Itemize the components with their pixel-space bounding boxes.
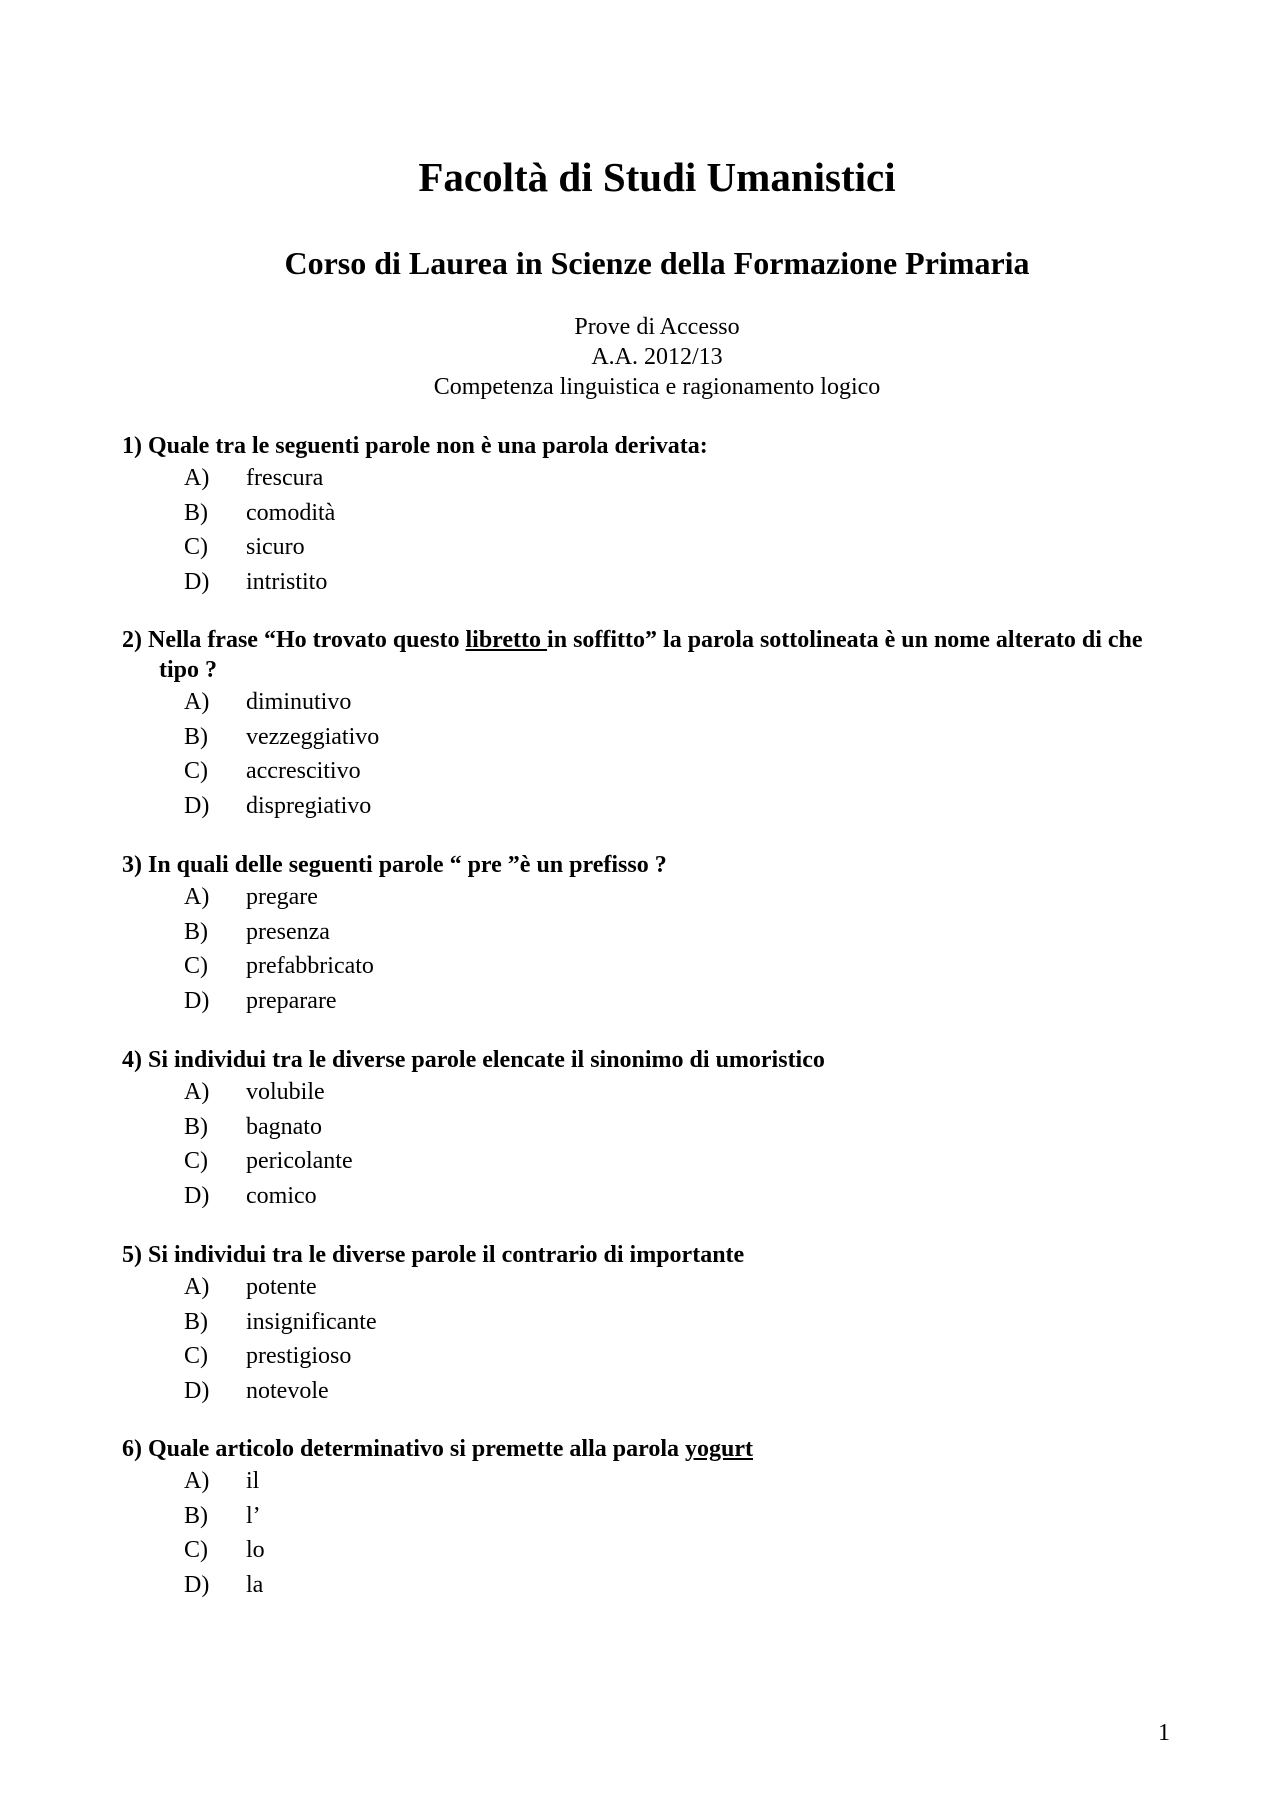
options-list: [122, 461, 1172, 599]
option-letter: C): [184, 1148, 208, 1174]
option-text: diminutivo: [246, 689, 352, 715]
option-item: [122, 1339, 1172, 1374]
option-item: [122, 1144, 1172, 1179]
option-letter: B): [184, 723, 208, 750]
question-text: [122, 431, 1172, 461]
option-letter: A): [184, 1079, 210, 1105]
option-text: notevole: [246, 1377, 329, 1404]
question-text: [122, 850, 1172, 880]
question-text: [122, 1240, 1172, 1270]
question-text-part: in soffitto” la parola sottolineata è un nome alterato di che tipo ?: [159, 627, 1143, 683]
option-item: [122, 915, 1172, 950]
exam-info-line: Competenza linguistica e ragionamento logico: [433, 374, 881, 400]
option-item: [122, 1533, 1172, 1568]
option-item: [122, 1305, 1172, 1340]
option-text: sicuro: [246, 534, 305, 560]
option-letter: D): [184, 987, 210, 1014]
option-letter: A): [184, 465, 210, 491]
option-letter: D): [184, 1571, 210, 1598]
option-item: [122, 1270, 1172, 1305]
question-4: [122, 1045, 1172, 1213]
option-letter: A): [184, 1468, 210, 1494]
option-item: [122, 880, 1172, 915]
question-text: [122, 1434, 1172, 1464]
option-item: [122, 1568, 1172, 1603]
question-3: [122, 850, 1172, 1018]
exam-info-line: Prove di Accesso: [574, 314, 740, 340]
option-text: presenza: [246, 918, 330, 945]
document-title: Facoltà di Studi Umanistici: [418, 154, 896, 200]
options-list: [122, 880, 1172, 1018]
option-item: [122, 496, 1172, 531]
exam-info-line: A.A. 2012/13: [591, 344, 723, 370]
options-list: [122, 1464, 1172, 1602]
option-text: il: [246, 1468, 260, 1494]
option-text: l’: [246, 1502, 261, 1529]
option-letter: B): [184, 499, 208, 526]
option-letter: D): [184, 792, 210, 819]
option-text: accrescitivo: [246, 758, 361, 784]
option-letter: C): [184, 953, 208, 979]
option-item: [122, 720, 1172, 755]
option-letter: C): [184, 1343, 208, 1369]
option-item: [122, 949, 1172, 984]
options-list: [122, 1075, 1172, 1213]
question-5: [122, 1240, 1172, 1408]
option-item: [122, 1374, 1172, 1409]
option-text: lo: [246, 1537, 265, 1563]
option-text: preparare: [246, 987, 337, 1014]
option-letter: C): [184, 758, 208, 784]
option-item: [122, 1179, 1172, 1214]
option-letter: C): [184, 1537, 208, 1563]
option-text: comodità: [246, 499, 336, 526]
option-text: dispregiativo: [246, 792, 372, 819]
question-text-part: 3) In quali delle seguenti parole “ pre ”è un prefisso ?: [122, 852, 667, 878]
document-subtitle: Corso di Laurea in Scienze della Formazione Primaria: [284, 245, 1030, 281]
option-text: la: [246, 1571, 264, 1598]
question-text-part: 2) Nella frase “Ho trovato questo: [122, 627, 466, 653]
option-letter: A): [184, 1274, 210, 1300]
option-text: insignificante: [246, 1308, 377, 1335]
option-letter: B): [184, 918, 208, 945]
underlined-word: yogurt: [685, 1436, 754, 1462]
option-text: prefabbricato: [246, 953, 374, 979]
question-text-part: 4) Si individui tra le diverse parole elencate il sinonimo di umoristico: [122, 1047, 825, 1073]
option-text: intristito: [246, 568, 328, 595]
question-text: [122, 1045, 1172, 1075]
question-6: [122, 1434, 1172, 1602]
option-letter: B): [184, 1308, 208, 1335]
option-text: bagnato: [246, 1113, 322, 1140]
option-item: [122, 530, 1172, 565]
option-text: volubile: [246, 1079, 325, 1105]
option-text: pericolante: [246, 1148, 353, 1174]
option-letter: C): [184, 534, 208, 560]
exam-info: [0, 312, 1280, 402]
option-item: [122, 1464, 1172, 1499]
option-letter: A): [184, 689, 210, 715]
underlined-word: libretto: [465, 627, 548, 653]
option-letter: B): [184, 1502, 208, 1529]
option-text: vezzeggiativo: [246, 723, 380, 750]
option-letter: D): [184, 568, 210, 595]
page-number: 1: [1158, 1720, 1170, 1746]
option-item: [122, 461, 1172, 496]
option-letter: D): [184, 1377, 210, 1404]
option-letter: D): [184, 1182, 210, 1209]
option-letter: A): [184, 884, 210, 910]
question-1: [122, 431, 1172, 599]
option-item: [122, 789, 1172, 824]
option-item: [122, 754, 1172, 789]
option-text: potente: [246, 1274, 317, 1300]
option-item: [122, 685, 1172, 720]
option-text: prestigioso: [246, 1343, 352, 1369]
option-item: [122, 984, 1172, 1019]
question-text-part: 1) Quale tra le seguenti parole non è una parola derivata:: [122, 433, 708, 459]
option-item: [122, 1110, 1172, 1145]
options-list: [122, 685, 1172, 823]
option-text: frescura: [246, 465, 324, 491]
option-text: pregare: [246, 884, 318, 910]
option-text: comico: [246, 1182, 317, 1209]
question-text: [122, 625, 1172, 685]
option-item: [122, 1499, 1172, 1534]
option-item: [122, 1075, 1172, 1110]
question-text-part: 5) Si individui tra le diverse parole il contrario di importante: [122, 1242, 745, 1268]
option-item: [122, 565, 1172, 600]
question-text-part: 6) Quale articolo determinativo si premette alla parola: [122, 1436, 686, 1462]
options-list: [122, 1270, 1172, 1408]
option-letter: B): [184, 1113, 208, 1140]
question-2: [122, 625, 1172, 823]
